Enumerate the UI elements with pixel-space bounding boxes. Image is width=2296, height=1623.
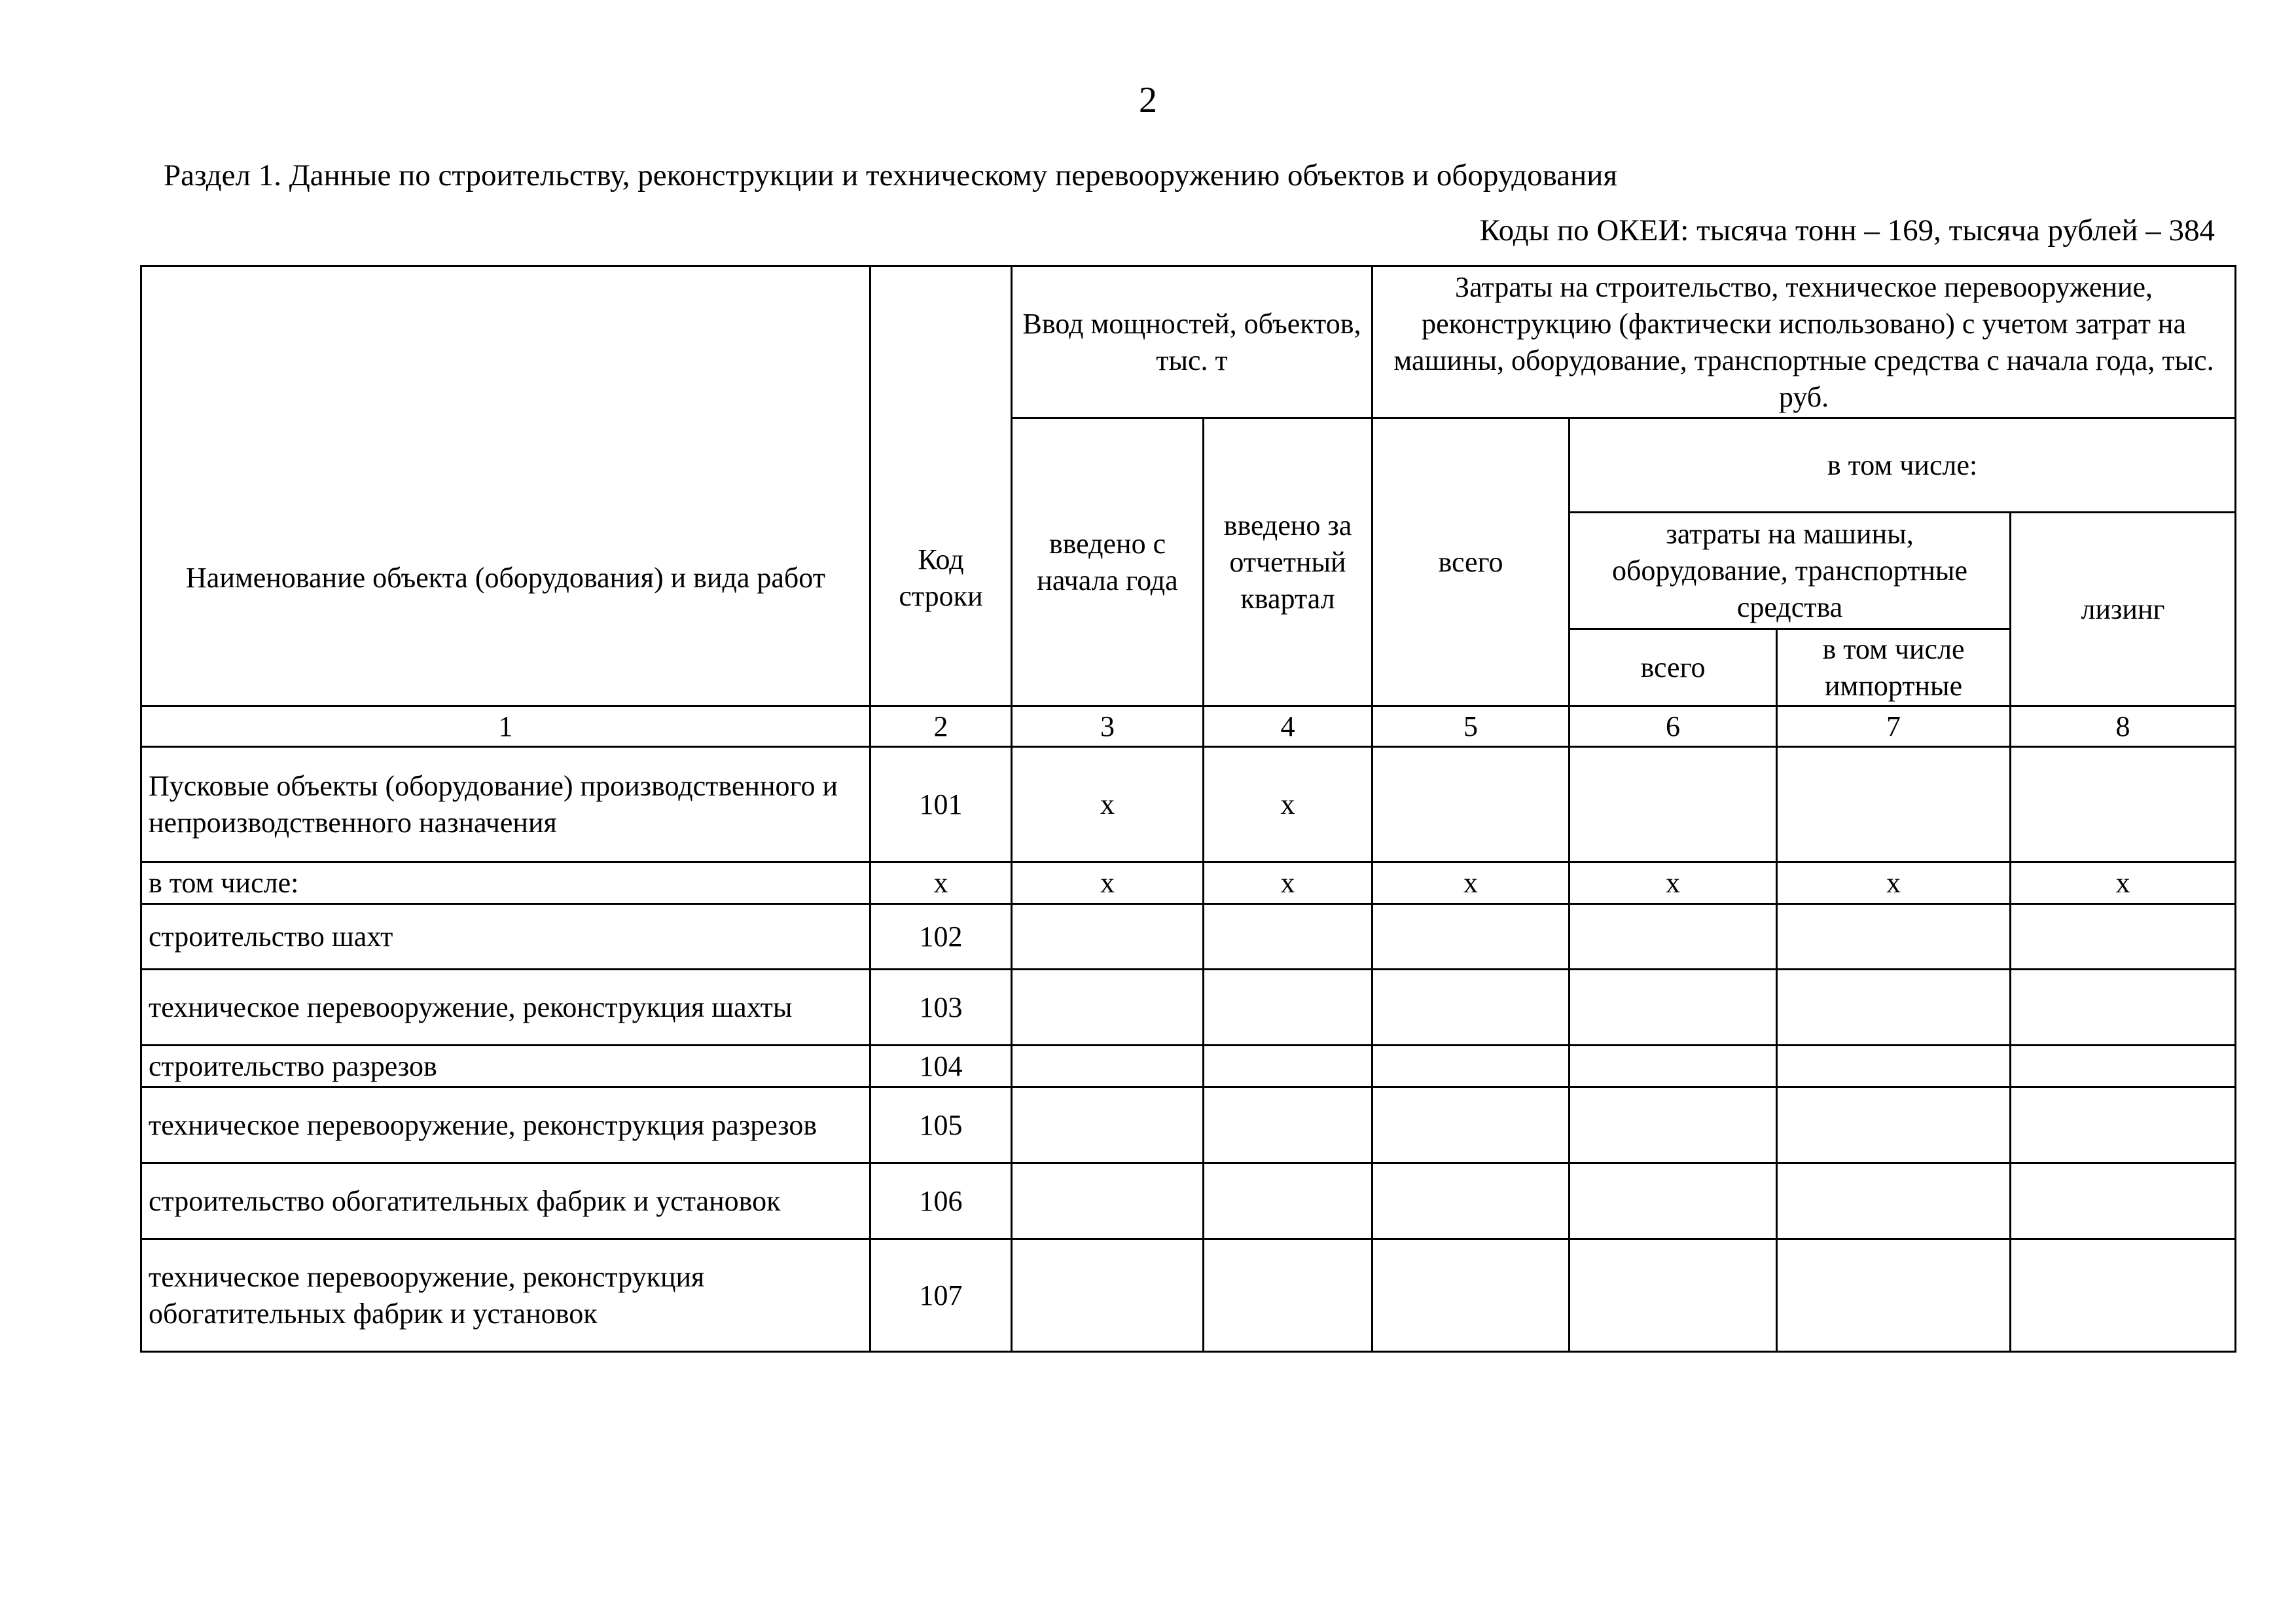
- column-number: 3: [1012, 706, 1204, 747]
- table-cell[interactable]: [1570, 1163, 1777, 1239]
- table-row: [141, 1163, 2236, 1239]
- header-leasing: лизинг: [2011, 513, 2236, 706]
- table-cell[interactable]: [1570, 1087, 1777, 1163]
- table-cell[interactable]: x: [1570, 862, 1777, 904]
- table-cell[interactable]: [1372, 970, 1570, 1046]
- table-cell[interactable]: [1012, 1087, 1204, 1163]
- page-number: 2: [1139, 80, 1157, 120]
- row-name: строительство разрезов: [141, 1046, 870, 1087]
- table-cell[interactable]: [1372, 747, 1570, 862]
- table-cell[interactable]: [1204, 1163, 1372, 1239]
- table-cell[interactable]: [2011, 1087, 2236, 1163]
- table-cell[interactable]: [1012, 1046, 1204, 1087]
- data-table: [140, 265, 2236, 1353]
- table-cell[interactable]: x: [1204, 747, 1372, 862]
- table-row: [141, 1239, 2236, 1352]
- row-code: 104: [870, 1046, 1012, 1087]
- header-machinery-group: затраты на машины, оборудование, транспортные средства: [1570, 513, 2011, 629]
- header-machinery-total: всего: [1570, 629, 1777, 706]
- table-cell[interactable]: [1570, 1046, 1777, 1087]
- header-costs-total: всего: [1372, 418, 1570, 706]
- row-code: x: [870, 862, 1012, 904]
- table-row: [141, 970, 2236, 1046]
- header-code: Код строки: [870, 266, 1012, 706]
- table-cell[interactable]: [1204, 1239, 1372, 1352]
- header-capacity-ytd: введено с начала года: [1012, 418, 1204, 706]
- column-number: 7: [1777, 706, 2011, 747]
- table-cell[interactable]: [1372, 1046, 1570, 1087]
- column-number: 8: [2011, 706, 2236, 747]
- table-cell[interactable]: [1777, 1087, 2011, 1163]
- row-name: техническое перевооружение, реконструкция обогатительных фабрик и установок: [141, 1239, 870, 1352]
- table-cell[interactable]: [1777, 904, 2011, 970]
- column-number: 2: [870, 706, 1012, 747]
- table-cell[interactable]: [1570, 970, 1777, 1046]
- table-cell[interactable]: [2011, 970, 2236, 1046]
- row-code: 101: [870, 747, 1012, 862]
- table-cell[interactable]: x: [1012, 747, 1204, 862]
- table-row: [141, 904, 2236, 970]
- table-cell[interactable]: [1777, 1239, 2011, 1352]
- table-cell[interactable]: [1372, 1239, 1570, 1352]
- column-number: 5: [1372, 706, 1570, 747]
- table-cell[interactable]: [1012, 1163, 1204, 1239]
- row-name: техническое перевооружение, реконструкция шахты: [141, 970, 870, 1046]
- table-cell[interactable]: [1012, 970, 1204, 1046]
- header-name: Наименование объекта (оборудования) и вида работ: [141, 266, 870, 706]
- table-cell[interactable]: [1372, 904, 1570, 970]
- header-costs-group: Затраты на строительство, техническое перевооружение, реконструкцию (фактически использовано) с учетом затрат на машины, оборудование, транспортные средства с начала года, тыс. руб.: [1372, 266, 2236, 418]
- table-cell[interactable]: [1570, 1239, 1777, 1352]
- row-code: 106: [870, 1163, 1012, 1239]
- column-number: 4: [1204, 706, 1372, 747]
- table-cell[interactable]: [2011, 1239, 2236, 1352]
- row-name: строительство обогатительных фабрик и установок: [141, 1163, 870, 1239]
- row-name: техническое перевооружение, реконструкция разрезов: [141, 1087, 870, 1163]
- table-cell[interactable]: x: [1012, 862, 1204, 904]
- table-cell[interactable]: [1204, 970, 1372, 1046]
- table-cell[interactable]: x: [1204, 862, 1372, 904]
- row-name: в том числе:: [141, 862, 870, 904]
- row-code: 105: [870, 1087, 1012, 1163]
- header-machinery-imported: в том числе импортные: [1777, 629, 2011, 706]
- table-cell[interactable]: [1204, 904, 1372, 970]
- table-row: [141, 862, 2236, 904]
- table-cell[interactable]: [2011, 1163, 2236, 1239]
- table-cell[interactable]: [1012, 904, 1204, 970]
- column-numbers-row: [141, 706, 2236, 747]
- row-name: строительство шахт: [141, 904, 870, 970]
- table-cell[interactable]: [1777, 1163, 2011, 1239]
- table-cell[interactable]: x: [1777, 862, 2011, 904]
- column-number: 1: [141, 706, 870, 747]
- row-code: 103: [870, 970, 1012, 1046]
- table-cell[interactable]: [2011, 747, 2236, 862]
- row-code: 107: [870, 1239, 1012, 1352]
- table-body: [141, 747, 2236, 1352]
- table-cell[interactable]: x: [1372, 862, 1570, 904]
- table-cell[interactable]: [1570, 904, 1777, 970]
- table-cell[interactable]: [1777, 1046, 2011, 1087]
- okei-codes: Коды по ОКЕИ: тысяча тонн – 169, тысяча рублей – 384: [1479, 213, 2215, 247]
- table-cell[interactable]: [2011, 904, 2236, 970]
- table-row: [141, 1046, 2236, 1087]
- table-cell[interactable]: [1204, 1046, 1372, 1087]
- table-cell[interactable]: [1372, 1163, 1570, 1239]
- table-cell[interactable]: [1570, 747, 1777, 862]
- table-row: [141, 1087, 2236, 1163]
- row-name: Пусковые объекты (оборудование) производственного и непроизводственного назначения: [141, 747, 870, 862]
- table-cell[interactable]: [1777, 747, 2011, 862]
- section-title: Раздел 1. Данные по строительству, реконструкции и техническому перевооружению объектов и оборудования: [164, 158, 1618, 192]
- table-cell[interactable]: [2011, 1046, 2236, 1087]
- header-capacity-group: Ввод мощностей, объектов, тыс. т: [1012, 266, 1372, 418]
- header-capacity-quarter: введено за отчетный квартал: [1204, 418, 1372, 706]
- table-cell[interactable]: x: [2011, 862, 2236, 904]
- table-row: [141, 747, 2236, 862]
- table-cell[interactable]: [1204, 1087, 1372, 1163]
- header-including: в том числе:: [1570, 418, 2236, 513]
- table-cell[interactable]: [1012, 1239, 1204, 1352]
- table-cell[interactable]: [1372, 1087, 1570, 1163]
- table-header: [141, 266, 2236, 747]
- table-cell[interactable]: [1777, 970, 2011, 1046]
- row-code: 102: [870, 904, 1012, 970]
- column-number: 6: [1570, 706, 1777, 747]
